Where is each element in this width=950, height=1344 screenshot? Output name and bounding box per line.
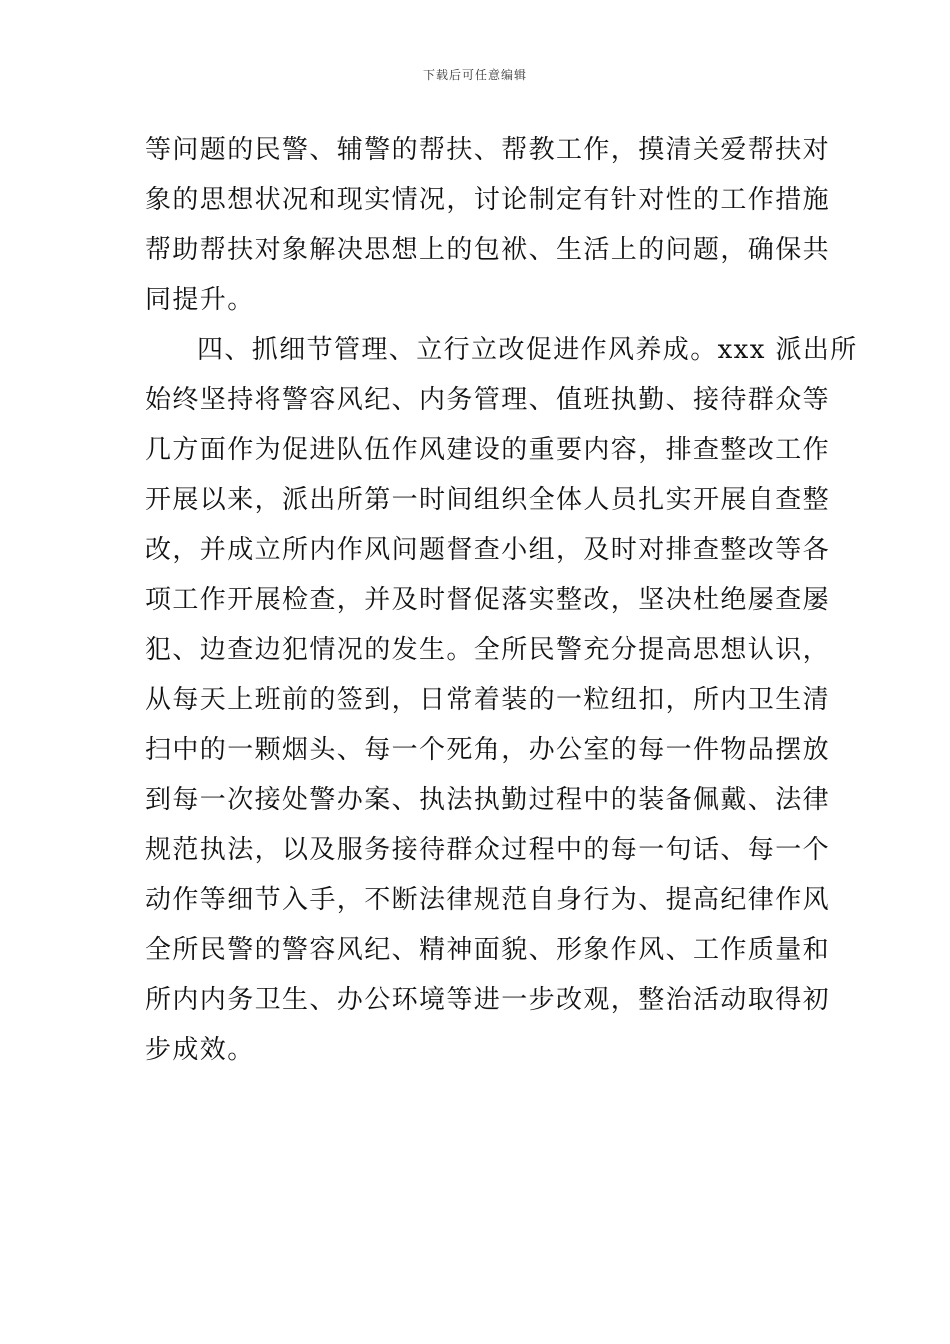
text-line: 改，并成立所内作风问题督查小组，及时对排查整改等各 (145, 535, 831, 565)
text-line: 帮助帮扶对象解决思想上的包袱、生活上的问题，确保共 (145, 235, 831, 265)
document-body (145, 125, 858, 1075)
text-line: 等问题的民警、辅警的帮扶、帮教工作，摸清关爱帮扶对 (145, 135, 831, 165)
text-line: 步成效。 (145, 1035, 255, 1065)
text-line: 犯、边查边犯情况的发生。全所民警充分提高思想认识， (145, 635, 831, 665)
text-line: 项工作开展检查，并及时督促落实整改，坚决杜绝屡查屡 (145, 585, 831, 615)
text-line: 同提升。 (145, 285, 255, 315)
text-line: 扫中的一颗烟头、每一个死角，办公室的每一件物品摆放 (145, 735, 831, 765)
text-line: 规范执法，以及服务接待群众过程中的每一句话、每一个 (145, 835, 831, 865)
text-line: 几方面作为促进队伍作风建设的重要内容，排查整改工作 (145, 435, 831, 465)
text-line: 到每一次接处警办案、执法执勤过程中的装备佩戴、法律 (145, 785, 831, 815)
paragraph-start-line: 四、抓细节管理、立行立改促进作风养成。xxx 派出所 (197, 335, 858, 365)
text-line: 从每天上班前的签到，日常着装的一粒纽扣，所内卫生清 (145, 685, 831, 715)
text-line: 全所民警的警容风纪、精神面貌、形象作风、工作质量和 (145, 935, 831, 965)
text-line: 始终坚持将警容风纪、内务管理、值班执勤、接待群众等 (145, 385, 831, 415)
text-line: 动作等细节入手，不断法律规范自身行为、提高纪律作风 (145, 885, 831, 915)
text-line: 象的思想状况和现实情况，讨论制定有针对性的工作措施 (145, 185, 831, 215)
text-line: 开展以来，派出所第一时间组织全体人员扎实开展自查整 (145, 485, 831, 515)
header-note: 下载后可任意编辑 (422, 68, 527, 82)
text-line: 所内内务卫生、办公环境等进一步改观，整治活动取得初 (145, 985, 831, 1015)
